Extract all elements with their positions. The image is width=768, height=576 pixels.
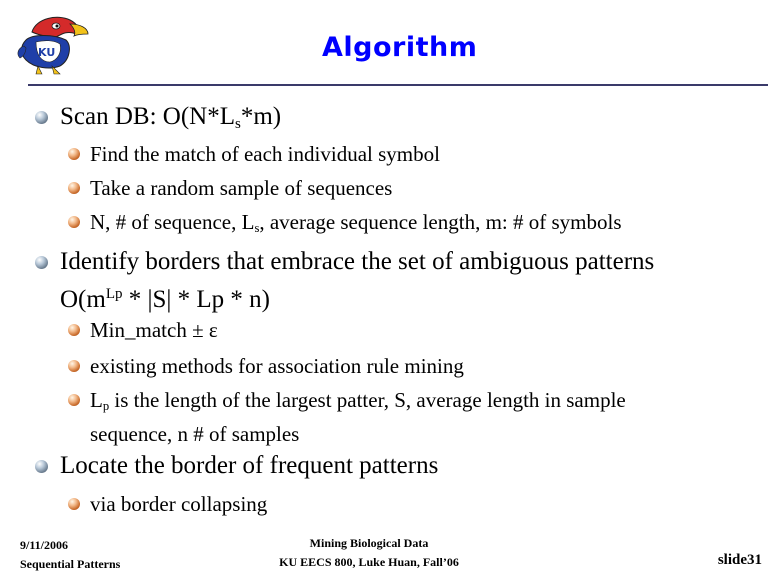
sub-bullet-icon	[68, 394, 80, 406]
bullet-identify-borders: Identify borders that embrace the set of ambiguous patterns $O(m^{Lp} * |S|$ * Lp * n)	[60, 246, 654, 316]
footer-course-info: KU EECS 800, Luke Huan, Fall’06	[279, 555, 459, 569]
sub-bullet-icon	[68, 498, 80, 510]
footer-date: 9/11/2006	[20, 538, 69, 552]
bullet-locate-border: Locate the border of frequent patterns	[60, 450, 438, 482]
sub-bullet: existing methods for association rule mining	[90, 352, 464, 380]
ku-jayhawk-logo	[14, 10, 90, 76]
sub-bullet: N, # of sequence, $L_s$, average sequence length, m: # of symbols	[90, 208, 622, 242]
sub-bullet: $L_p$ is the length of the largest patter, S, average length in sample sequence, n # of samples	[90, 386, 626, 448]
sub-bullet: Min_match ± ε	[90, 316, 218, 344]
bullet-icon	[35, 111, 48, 124]
footer-topic: Sequential Patterns	[20, 557, 121, 571]
sub-bullet: Find the match of each individual symbol	[90, 140, 440, 168]
title-divider	[28, 84, 768, 86]
footer-center	[262, 534, 476, 572]
sub-bullet-icon	[68, 216, 80, 228]
sub-bullet: Take a random sample of sequences	[90, 174, 392, 202]
sub-bullet-icon	[68, 182, 80, 194]
slide-number: slide31	[717, 552, 762, 568]
sub-bullet-icon	[68, 148, 80, 160]
sub-bullet: via border collapsing	[90, 490, 267, 518]
logo-text: KU	[38, 46, 56, 59]
sub-bullet-icon	[68, 360, 80, 372]
footer-left	[20, 536, 120, 574]
bullet-icon	[35, 256, 48, 269]
slide-title: Algorithm	[322, 32, 478, 63]
bullet-icon	[35, 460, 48, 473]
jayhawk-icon	[14, 10, 90, 76]
bullet-scan-db: Scan DB: $O(N*L_s*m)$	[60, 101, 281, 140]
sub-bullet-icon	[68, 324, 80, 336]
footer-course-title: Mining Biological Data	[309, 536, 429, 550]
